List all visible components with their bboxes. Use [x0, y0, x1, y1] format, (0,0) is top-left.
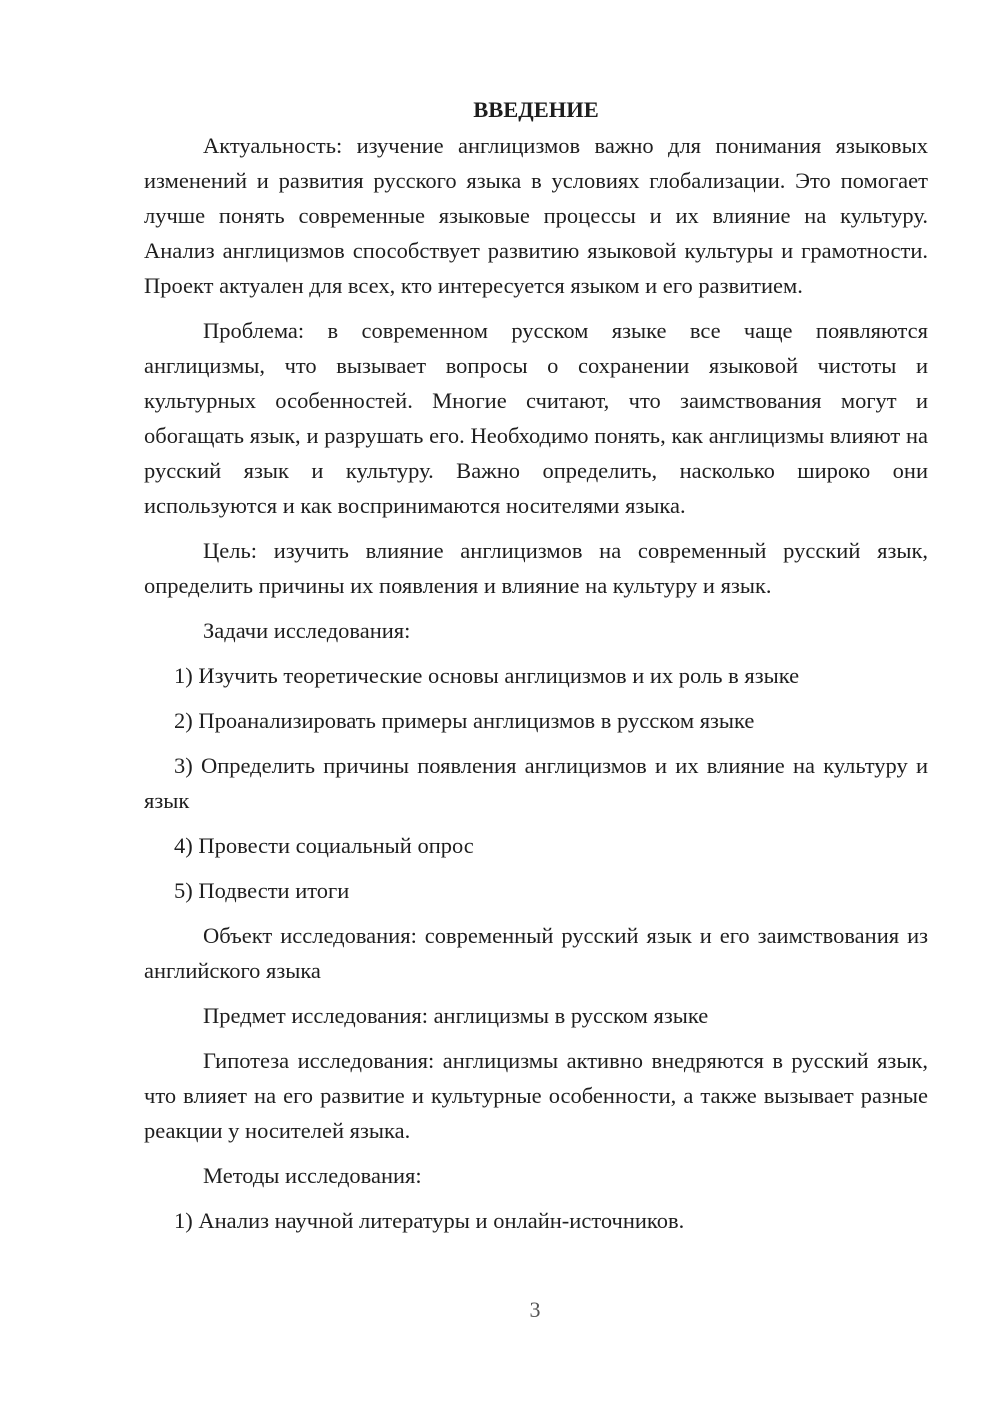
- task-item-2: 2) Проанализировать примеры англицизмов в русском языке: [174, 708, 755, 733]
- relevance-paragraph: Актуальность: изучение англицизмов важно для понимания языковых изменений и развития русского языка в условиях глобализации. Это помогает лучше понять современные языковые процессы и их влияние на культуру. Анализ англицизмов способствует развитию языковой культуры и грамотности. Проект актуален для всех, кто интересуется языком и его развитием.: [144, 133, 928, 298]
- section-title: ВВЕДЕНИЕ: [473, 97, 599, 122]
- subject-paragraph: Предмет исследования: англицизмы в русском языке: [203, 1003, 709, 1028]
- task-item-1: 1) Изучить теоретические основы англицизмов и их роль в языке: [174, 663, 800, 688]
- task-item-3: 3) Определить причины появления англицизмов и их влияние на культуру и язык: [144, 753, 928, 813]
- method-item-1: 1) Анализ научной литературы и онлайн-источников.: [174, 1208, 685, 1233]
- document-page: [144, 92, 928, 1248]
- tasks-heading: Задачи исследования:: [203, 618, 411, 643]
- hypothesis-paragraph: Гипотеза исследования: англицизмы активно внедряются в русский язык, что влияет на его развитие и культурные особенности, а также вызывает разные реакции у носителей языка.: [144, 1048, 928, 1143]
- goal-paragraph: Цель: изучить влияние англицизмов на современный русский язык, определить причины их появления и влияние на культуру и язык.: [144, 538, 928, 598]
- object-paragraph: Объект исследования: современный русский язык и его заимствования из английского языка: [144, 923, 928, 983]
- task-item-5: 5) Подвести итоги: [174, 878, 350, 903]
- task-item-4: 4) Провести социальный опрос: [174, 833, 474, 858]
- page-number: 3: [529, 1297, 541, 1322]
- methods-heading: Методы исследования:: [203, 1163, 422, 1188]
- problem-paragraph: Проблема: в современном русском языке все чаще появляются англицизмы, что вызывает вопросы о сохранении языковой чистоты и культурных особенностей. Многие считают, что заимствования могут и обогащать язык, и разрушать его. Необходимо понять, как англицизмы влияют на русский язык и культуру. Важно определить, насколько широко они используются и как воспринимаются носителями языка.: [144, 318, 928, 518]
